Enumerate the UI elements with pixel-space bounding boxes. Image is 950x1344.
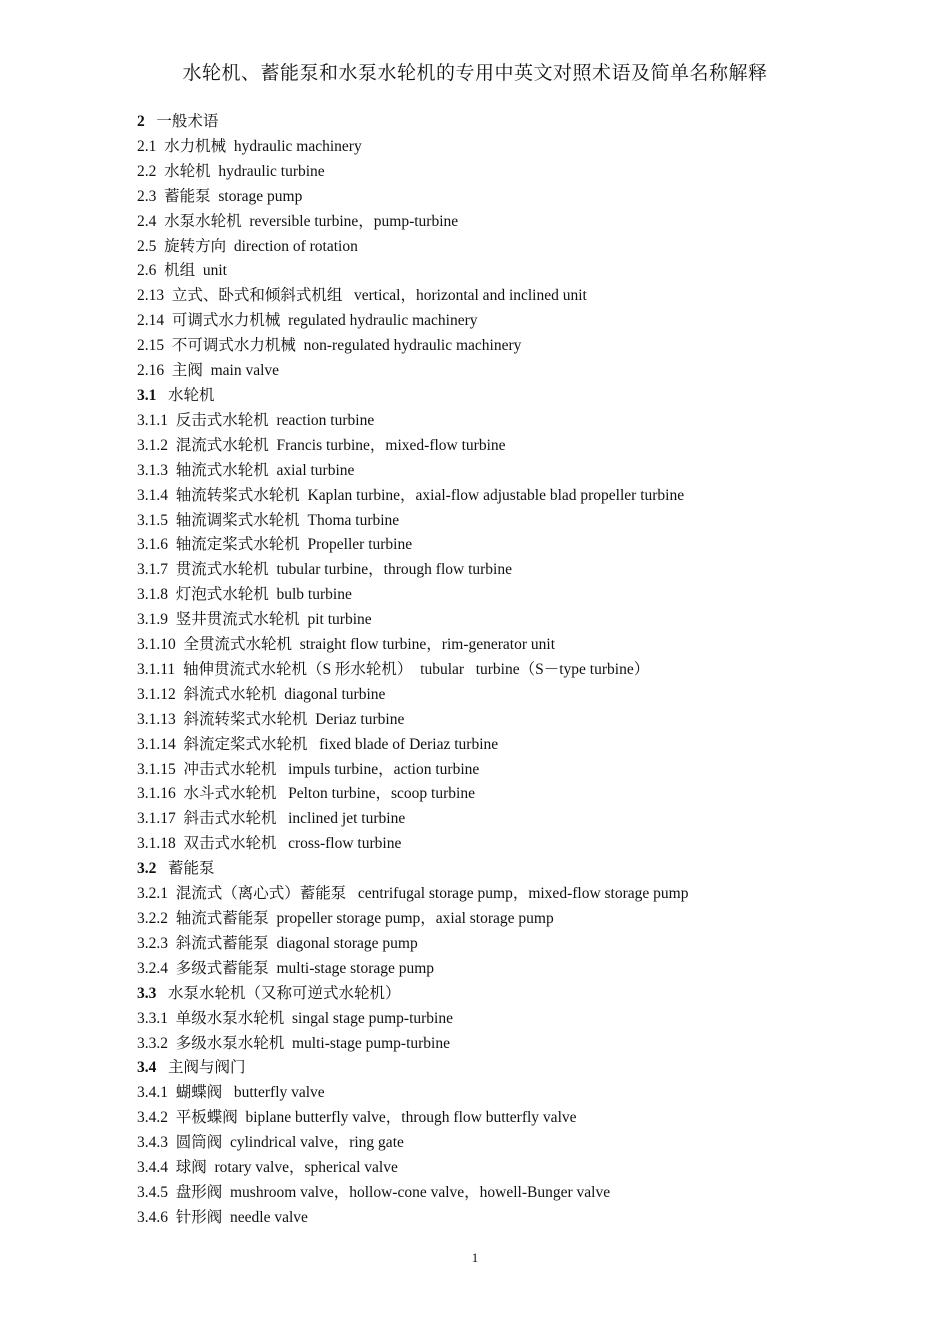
entry-number: 3.4	[137, 1059, 157, 1077]
term-entry	[137, 334, 917, 359]
section-title: 主阀与阀门	[168, 1059, 246, 1077]
term-text: 冲击式水轮机 impuls turbine，action turbine	[183, 760, 480, 778]
term-text: 双击式水轮机 cross-flow turbine	[183, 835, 402, 853]
entry-number: 3.1.17	[137, 810, 176, 828]
term-entry	[137, 882, 917, 907]
entry-number: 3.3.2	[137, 1034, 168, 1052]
entry-number: 2.3	[137, 187, 157, 205]
entry-number: 3.2.1	[137, 885, 168, 903]
term-text: 水斗式水轮机 Pelton turbine，scoop turbine	[183, 785, 475, 803]
term-text: 蝴蝶阀 butterfly valve	[175, 1084, 325, 1102]
term-entry	[137, 359, 917, 384]
term-entry	[137, 259, 917, 284]
entry-number: 2.16	[137, 362, 165, 380]
term-entry	[137, 235, 917, 260]
entry-number: 3.4.5	[137, 1183, 168, 1201]
term-text: 斜流式蓄能泵 diagonal storage pump	[175, 934, 418, 952]
entry-number: 3.1.2	[137, 436, 168, 454]
section-title: 水泵水轮机（又称可逆式水轮机）	[168, 984, 401, 1002]
term-entry	[137, 807, 917, 832]
term-entry	[137, 484, 917, 509]
entry-number: 2.15	[137, 337, 165, 355]
term-entry	[137, 583, 917, 608]
entry-number: 3.2.3	[137, 934, 168, 952]
term-entry	[137, 1181, 917, 1206]
term-entry	[137, 160, 917, 185]
term-text: 单级水泵水轮机 singal stage pump-turbine	[175, 1009, 453, 1027]
term-text: 反击式水轮机 reaction turbine	[175, 411, 375, 429]
term-text: 主阀 main valve	[171, 362, 280, 380]
entry-number: 2.6	[137, 262, 157, 280]
term-entry	[137, 533, 917, 558]
term-text: 盘形阀 mushroom valve，hollow-cone valve，howell-Bunger valve	[175, 1183, 611, 1201]
entry-number: 3.1.15	[137, 760, 176, 778]
term-text: 灯泡式水轮机 bulb turbine	[175, 586, 352, 604]
term-text: 水力机械 hydraulic machinery	[164, 137, 362, 155]
section-heading	[137, 982, 917, 1007]
entry-number: 2.2	[137, 162, 157, 180]
entry-number: 3.1.11	[137, 660, 176, 678]
term-entry	[137, 558, 917, 583]
term-text: 竖井贯流式水轮机 pit turbine	[175, 611, 372, 629]
section-heading	[137, 384, 917, 409]
entry-number: 3.2	[137, 860, 157, 878]
entry-number: 2.1	[137, 137, 157, 155]
entry-number: 3.1.8	[137, 586, 168, 604]
entry-number: 3.4.4	[137, 1159, 168, 1177]
term-text: 轴流定桨式水轮机 Propeller turbine	[175, 536, 413, 554]
term-entry	[137, 284, 917, 309]
term-text: 轴伸贯流式水轮机（S 形水轮机） tubular turbine（S－type turbine）	[182, 660, 650, 678]
entry-number: 3.1.6	[137, 536, 168, 554]
term-entry	[137, 409, 917, 434]
entry-number: 2	[137, 113, 145, 130]
term-text: 轴流式蓄能泵 propeller storage pump，axial storage pump	[175, 910, 554, 927]
term-entry	[137, 907, 917, 932]
term-text: 针形阀 needle valve	[175, 1208, 308, 1226]
term-text: 全贯流式水轮机 straight flow turbine，rim-generator unit	[183, 636, 556, 654]
section-heading	[137, 857, 917, 882]
term-text: 斜击式水轮机 inclined jet turbine	[183, 810, 406, 828]
entry-number: 3.1.1	[137, 411, 168, 429]
entry-number: 3.1	[137, 386, 157, 404]
document-title: 水轮机、蓄能泵和水泵水轮机的专用中英文对照术语及简单名称解释	[182, 63, 768, 84]
term-text: 蓄能泵 storage pump	[164, 187, 303, 205]
term-entry	[137, 633, 917, 658]
term-entry	[137, 782, 917, 807]
entry-number: 2.4	[137, 212, 157, 230]
term-entry	[137, 658, 917, 683]
entry-number: 3.1.5	[137, 511, 168, 529]
section-title: 水轮机	[168, 386, 215, 404]
term-text: 可调式水力机械 regulated hydraulic machinery	[171, 312, 478, 330]
entry-number: 3.4.6	[137, 1208, 168, 1226]
entry-number: 3.2.4	[137, 959, 168, 977]
section-heading	[137, 1056, 917, 1081]
entry-number: 3.1.3	[137, 461, 168, 479]
section-title: 一般术语	[156, 113, 219, 130]
term-text: 轴流调桨式水轮机 Thoma turbine	[175, 511, 400, 529]
term-entry	[137, 1156, 917, 1181]
term-entry	[137, 309, 917, 334]
term-text: 多级水泵水轮机 multi-stage pump-turbine	[175, 1034, 450, 1052]
entry-number: 3.1.4	[137, 486, 168, 504]
term-entry	[137, 758, 917, 783]
term-entry	[137, 733, 917, 758]
entry-number: 2.5	[137, 237, 157, 255]
term-text: 斜流定桨式水轮机 fixed blade of Deriaz turbine	[183, 735, 499, 753]
term-entry	[137, 608, 917, 633]
entry-number: 3.2.2	[137, 910, 168, 927]
term-entry	[137, 210, 917, 235]
section-title: 蓄能泵	[168, 860, 215, 878]
term-entry	[137, 1106, 917, 1131]
entry-number: 2.13	[137, 287, 165, 305]
term-text: 多级式蓄能泵 multi-stage storage pump	[175, 959, 435, 977]
term-text: 轴流式水轮机 axial turbine	[175, 461, 355, 479]
term-text: 不可调式水力机械 non-regulated hydraulic machinery	[171, 337, 522, 355]
term-entry	[137, 957, 917, 982]
entry-number: 3.1.14	[137, 735, 176, 753]
term-entry	[137, 683, 917, 708]
entry-number: 3.1.7	[137, 561, 168, 579]
term-text: 机组 unit	[164, 262, 227, 280]
term-text: 斜流式水轮机 diagonal turbine	[183, 685, 386, 703]
term-text: 立式、卧式和倾斜式机组 vertical，horizontal and inclined unit	[171, 287, 587, 305]
term-entry	[137, 135, 917, 160]
term-entry	[137, 1032, 917, 1057]
term-text: 轴流转桨式水轮机 Kaplan turbine，axial-flow adjustable blad propeller turbine	[175, 486, 685, 504]
term-text: 圆筒阀 cylindrical valve，ring gate	[175, 1134, 404, 1152]
entry-number: 3.4.3	[137, 1134, 168, 1152]
entry-number: 3.1.16	[137, 785, 176, 803]
term-list	[137, 110, 917, 1231]
term-entry	[137, 1081, 917, 1106]
term-entry	[137, 932, 917, 957]
entry-number: 3.1.13	[137, 710, 176, 728]
entry-number: 3.3	[137, 984, 157, 1002]
term-text: 平板蝶阀 biplane butterfly valve，through flow butterfly valve	[175, 1109, 577, 1127]
term-text: 贯流式水轮机 tubular turbine，through flow turbine	[175, 561, 512, 579]
entry-number: 3.3.1	[137, 1009, 168, 1027]
term-entry	[137, 434, 917, 459]
term-text: 混流式水轮机 Francis turbine，mixed-flow turbine	[175, 436, 506, 454]
entry-number: 3.4.1	[137, 1084, 168, 1102]
entry-number: 3.4.2	[137, 1109, 168, 1127]
term-text: 水轮机 hydraulic turbine	[164, 162, 325, 180]
term-entry	[137, 1206, 917, 1231]
term-entry	[137, 832, 917, 857]
term-entry	[137, 185, 917, 210]
term-entry	[137, 459, 917, 484]
term-text: 水泵水轮机 reversible turbine，pump-turbine	[164, 212, 459, 230]
term-text: 混流式（离心式）蓄能泵 centrifugal storage pump，mixed-flow storage pump	[175, 885, 689, 903]
page-number: 1	[471, 1250, 479, 1265]
term-entry	[137, 1131, 917, 1156]
entry-number: 3.1.12	[137, 685, 176, 703]
entry-number: 3.1.18	[137, 835, 176, 853]
term-entry	[137, 509, 917, 534]
entry-number: 2.14	[137, 312, 165, 330]
term-text: 球阀 rotary valve，spherical valve	[175, 1159, 398, 1177]
entry-number: 3.1.10	[137, 636, 176, 654]
section-heading	[137, 110, 917, 135]
term-text: 斜流转桨式水轮机 Deriaz turbine	[183, 710, 405, 728]
term-text: 旋转方向 direction of rotation	[164, 237, 358, 255]
term-entry	[137, 708, 917, 733]
entry-number: 3.1.9	[137, 611, 168, 629]
term-entry	[137, 1007, 917, 1032]
